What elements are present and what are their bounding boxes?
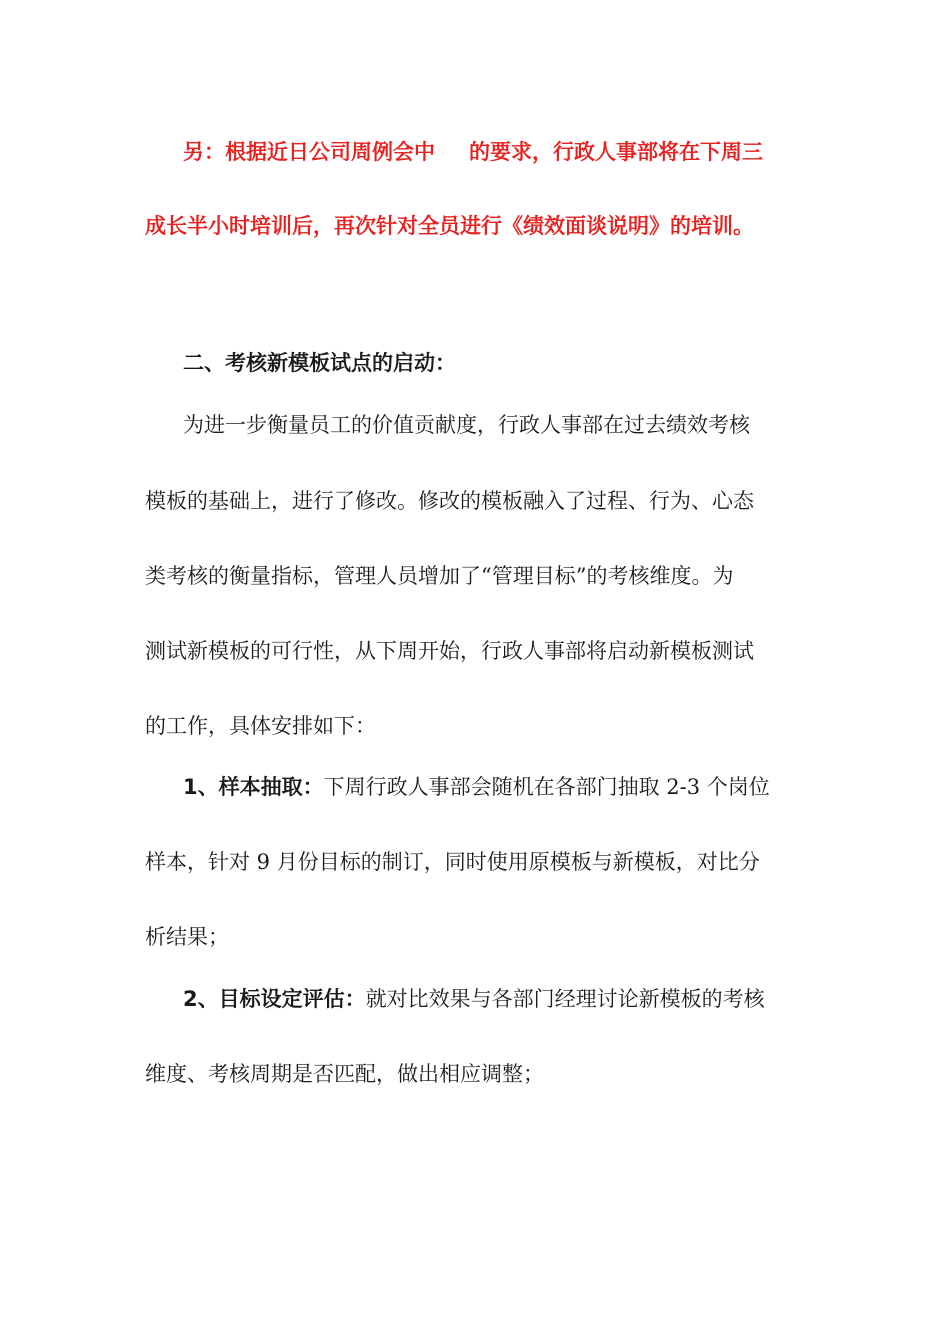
item-2-text-1: 就对比效果与各部门经理讨论新模板的考核: [365, 987, 765, 1011]
notice-line-1-part-1: 另：根据近日公司周例会中: [183, 140, 435, 164]
item-1-line-1: [183, 772, 843, 802]
paragraph-line-2: 模板的基础上，进行了修改。修改的模板融入了过程、行为、心态: [145, 489, 754, 513]
item-1-line-2: 样本，针对 9 月份目标的制订，同时使用原模板与新模板，对比分: [145, 850, 760, 874]
notice-line-2: 成长半小时培训后，再次针对全员进行《绩效面谈说明》的培训。: [145, 214, 754, 238]
paragraph-line-1: 为进一步衡量员工的价值贡献度，行政人事部在过去绩效考核: [183, 413, 750, 437]
notice-line-1: [183, 137, 843, 167]
paragraph-line-5: 的工作，具体安排如下：: [145, 714, 376, 738]
item-1-label: 1、样本抽取：: [183, 775, 324, 799]
item-1-text-1: 下周行政人事部会随机在各部门抽取 2-3 个岗位: [323, 775, 770, 799]
paragraph-line-3: 类考核的衡量指标，管理人员增加了“管理目标”的考核维度。为: [145, 564, 734, 588]
notice-line-1-part-2: 的要求，行政人事部将在下周三: [469, 140, 763, 164]
item-2-line-1: [183, 984, 843, 1014]
item-2-line-2: 维度、考核周期是否匹配，做出相应调整；: [145, 1062, 544, 1086]
item-1-line-3: 析结果；: [145, 925, 229, 949]
paragraph-line-4: 测试新模板的可行性，从下周开始，行政人事部将启动新模板测试: [145, 639, 754, 663]
item-2-label: 2、目标设定评估：: [183, 987, 366, 1011]
section-heading: 二、考核新模板试点的启动：: [183, 351, 456, 375]
